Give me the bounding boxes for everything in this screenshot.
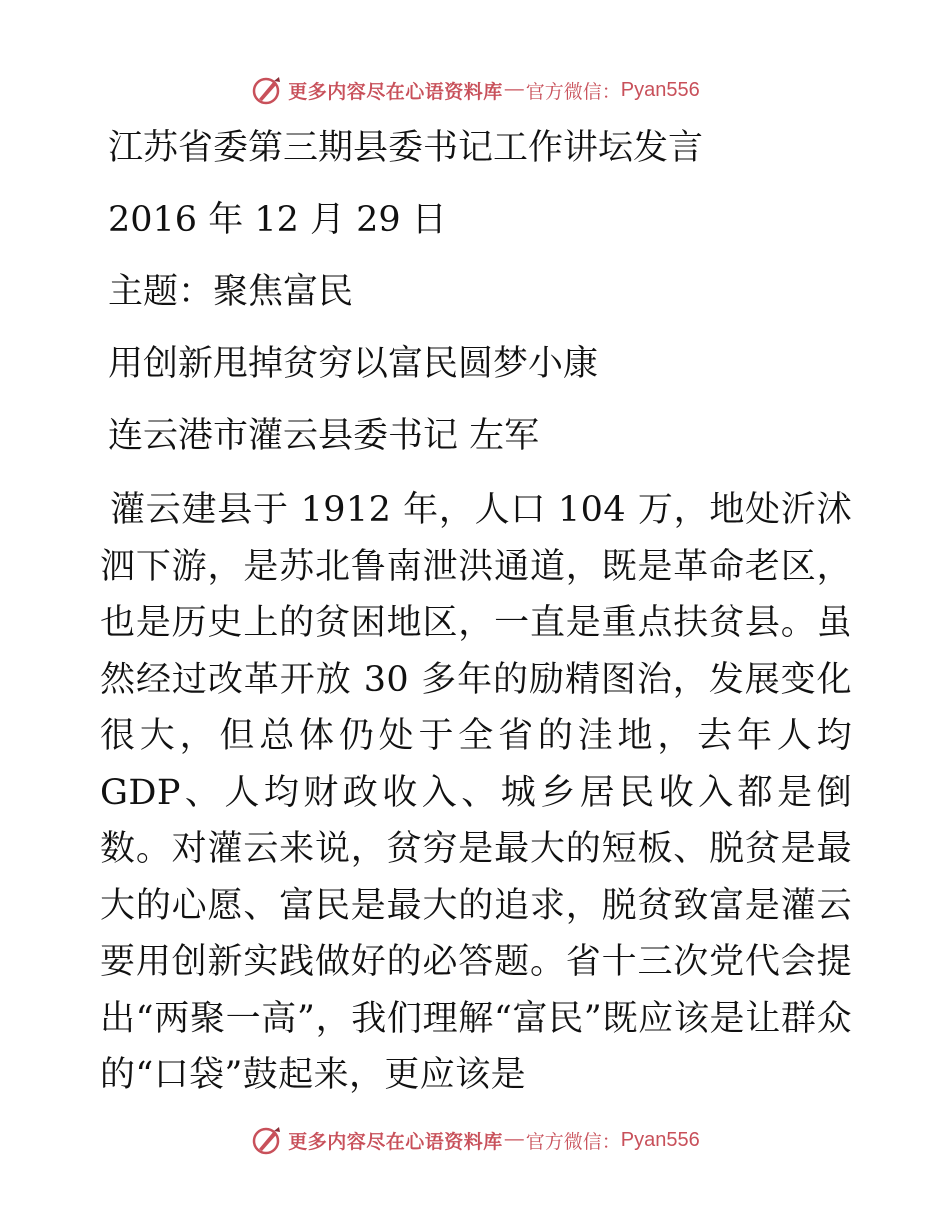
banner-wechat-label: 官方微信： bbox=[525, 80, 621, 103]
banner-wechat-id: Pyan556 bbox=[620, 1128, 700, 1151]
document-body-paragraph: 灌云建县于 1912 年，人口 104 万，地处沂沭泗下游，是苏北鲁南泄洪通道，既是革命老区，也是历史上的贫困地区，一直是重点扶贫县。虽然经过改革开放 30 多年的励精图治，发展变化很大，但总体仍处于全省的洼地，去年人均 GDP、人均财政收入、城乡居民收入都是倒数。对灌云来说，贫穷是最大的短板、脱贫是最大的心愿、富民是最大的追求，脱贫致富是灌云要用创新实践做好的必答题。省十三次党代会提出“两聚一高”，我们理解“富民”既应该是让群众的“口袋”鼓起来，更应该是 bbox=[100, 490, 852, 1095]
header-banner bbox=[0, 70, 950, 110]
document-author: 连云港市灌云县委书记 左军 bbox=[108, 416, 540, 456]
quill-logo-icon bbox=[250, 1123, 284, 1157]
banner-wechat-label: 官方微信： bbox=[525, 1130, 621, 1153]
footer-banner bbox=[0, 1120, 950, 1160]
document-subtitle: 用创新甩掉贫穷以富民圆梦小康 bbox=[108, 344, 599, 384]
banner-dash: — bbox=[504, 79, 524, 100]
banner-text: 更多内容尽在心语资料库 bbox=[288, 1130, 503, 1153]
quill-logo-icon bbox=[250, 73, 284, 107]
document-date: 2016 年 12 月 29 日 bbox=[108, 200, 447, 240]
banner-text: 更多内容尽在心语资料库 bbox=[288, 80, 503, 103]
document-content bbox=[100, 122, 860, 1104]
document-topic: 主题：聚焦富民 bbox=[108, 272, 354, 312]
document-title: 江苏省委第三期县委书记工作讲坛发言 bbox=[108, 128, 704, 168]
banner-dash: — bbox=[504, 1129, 524, 1150]
banner-wechat-id: Pyan556 bbox=[620, 78, 700, 101]
